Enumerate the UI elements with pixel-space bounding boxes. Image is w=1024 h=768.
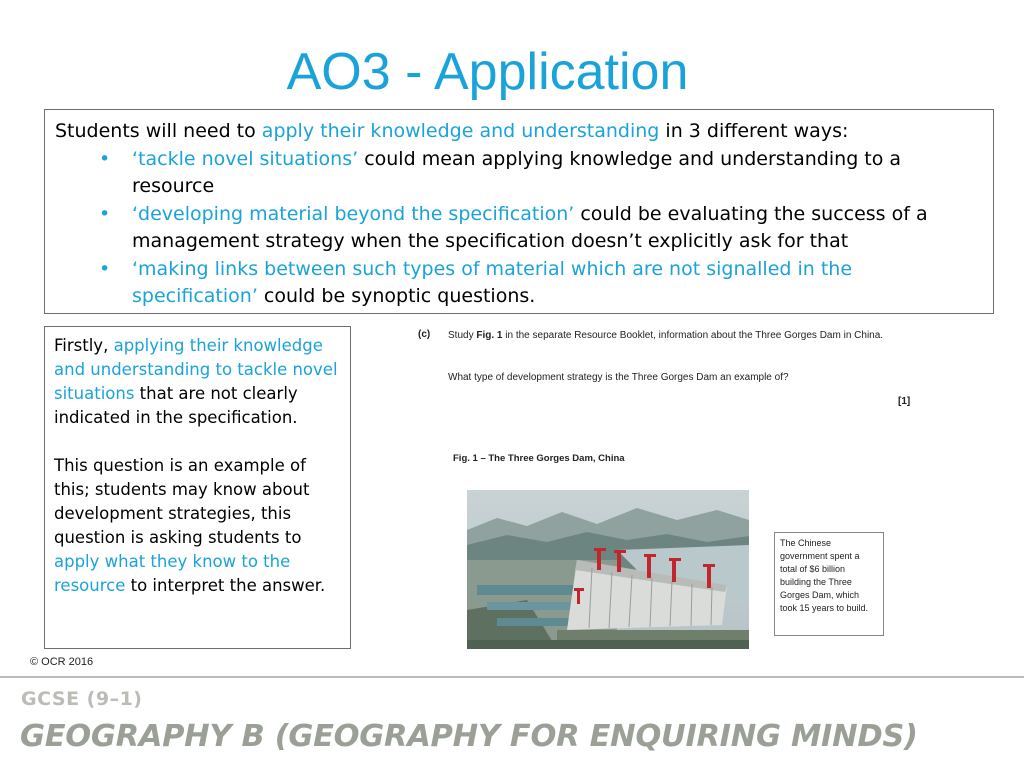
question-text: in the separate Resource Booklet, information about the Three Gorges Dam in China. [502, 330, 884, 341]
explanation-paragraph-1 [54, 334, 342, 430]
question-marks: [1] [898, 396, 911, 407]
footer-divider [0, 676, 1024, 678]
footer-qualification-level: GCSE (9–1) [21, 688, 143, 710]
explanation-text: This question is an example of this; students may know about development strategies, this question is asking students to [54, 456, 310, 547]
bullet-icon: • [99, 202, 111, 225]
bullet-highlight: ‘making links between such types of material which are not signalled in the specification’ [132, 257, 853, 307]
intro-line [55, 118, 983, 146]
bullet-text: could be synoptic questions. [257, 285, 536, 307]
figure-reference: Fig. 1 [476, 330, 503, 341]
question-text: Study [448, 330, 477, 341]
bullet-highlight: ‘developing material beyond the specification’ [132, 202, 575, 225]
explanation-paragraph-2 [54, 454, 342, 598]
three-gorges-dam-photo [467, 490, 749, 649]
explanation-text: to interpret the answer. [125, 576, 326, 595]
exam-question-excerpt [415, 326, 925, 656]
explanation-text: Firstly, [54, 336, 114, 355]
bullet-text: could mean applying knowledge and understanding to a resource [132, 147, 902, 197]
explanation-box [44, 326, 351, 649]
intro-highlight: apply their knowledge and understanding [261, 120, 660, 142]
question-label: (c) [418, 329, 431, 340]
intro-box [44, 109, 994, 314]
question-prompt: What type of development strategy is the Three Gorges Dam an example of? [448, 372, 789, 383]
intro-post: in 3 different ways: [659, 120, 849, 142]
figure-side-note: The Chinese government spent a total of $6 billion building the Three Gorges Dam, which took 15 years to build. [774, 532, 884, 636]
intro-pre: Students will need to [55, 120, 262, 142]
intro-bullet-item [55, 256, 983, 311]
explanation-highlight: apply what they know to the resource [54, 552, 291, 595]
bullet-icon: • [99, 257, 111, 280]
slide-title: AO3 - Application [286, 43, 689, 101]
copyright-notice: © OCR 2016 [30, 656, 94, 668]
intro-bullet-item [55, 201, 983, 256]
explanation-text: that are not clearly indicated in the specification. [54, 384, 298, 427]
question-instruction [448, 329, 918, 343]
bullet-highlight: ‘tackle novel situations’ [132, 147, 359, 170]
bullet-text: could be evaluating the success of a management strategy when the specification doesn’t explicitly ask for that [132, 202, 928, 252]
explanation-highlight: applying their knowledge and understanding to tackle novel situations [54, 336, 338, 403]
intro-bullet-item [55, 146, 983, 201]
figure-caption: Fig. 1 – The Three Gorges Dam, China [453, 453, 625, 464]
footer-subject-title: GEOGRAPHY B (GEOGRAPHY FOR ENQUIRING MINDS) [20, 719, 918, 754]
bullet-icon: • [99, 147, 111, 170]
intro-bullet-list [55, 146, 983, 311]
